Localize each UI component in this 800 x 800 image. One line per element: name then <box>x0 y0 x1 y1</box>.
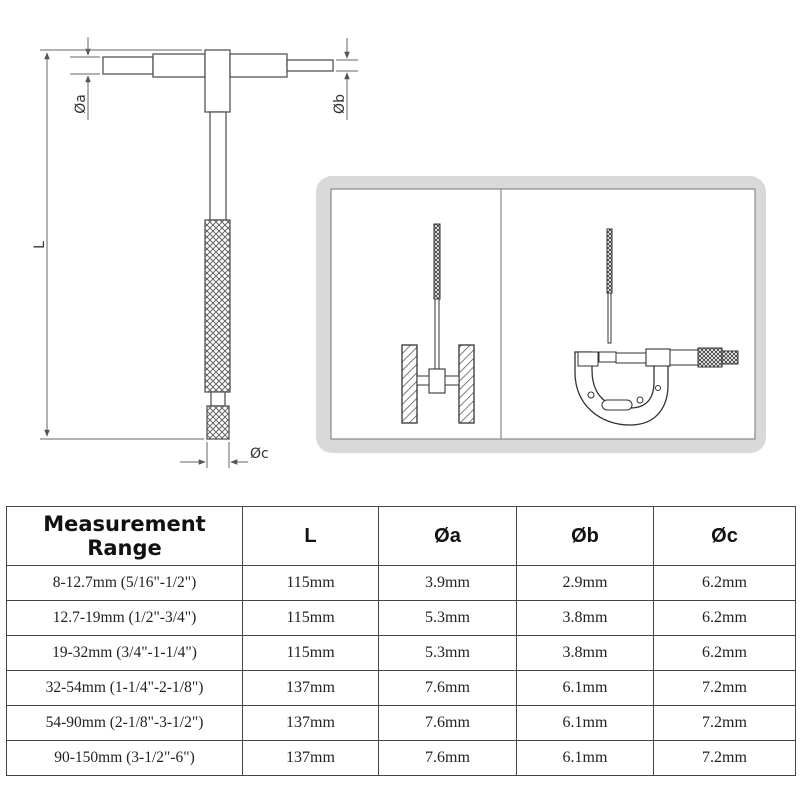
gauge-lock-cap <box>207 406 229 439</box>
table-row <box>7 601 796 636</box>
dimension-a <box>70 37 100 120</box>
gauge-technical-drawing <box>103 50 333 439</box>
cell-range: 90-150mm (3-1/2"-6") <box>7 741 243 776</box>
header-c: Øc <box>654 507 796 566</box>
cell-L: 115mm <box>243 601 379 636</box>
gauge-neck <box>211 392 225 406</box>
table-row <box>7 671 796 706</box>
header-L: L <box>243 507 379 566</box>
cell-a: 7.6mm <box>379 671 517 706</box>
table-row <box>7 741 796 776</box>
cell-L: 137mm <box>243 706 379 741</box>
cell-b: 3.8mm <box>517 636 654 671</box>
cell-range: 8-12.7mm (5/16"-1/2") <box>7 566 243 601</box>
gauge-head-left-plunger <box>103 57 153 74</box>
dimension-b <box>332 38 358 120</box>
dimension-a-label: Øa <box>73 94 89 114</box>
cell-L: 137mm <box>243 741 379 776</box>
dimension-L-label: L <box>32 241 48 249</box>
dimension-b-label: Øb <box>332 94 348 114</box>
table-header-row <box>7 507 796 566</box>
cell-c: 7.2mm <box>654 741 796 776</box>
cell-b: 2.9mm <box>517 566 654 601</box>
specification-table <box>6 506 796 776</box>
table-row <box>7 566 796 601</box>
header-a: Øa <box>379 507 517 566</box>
gauge-head-right-plunger <box>287 60 333 71</box>
gauge-head-left-sleeve <box>153 54 205 77</box>
cell-b: 6.1mm <box>517 671 654 706</box>
header-measurement-range: Measurement Range <box>7 507 243 566</box>
dimension-c-label: Øc <box>250 446 269 462</box>
cell-L: 137mm <box>243 671 379 706</box>
cell-L: 115mm <box>243 566 379 601</box>
gauge-knurled-handle <box>205 220 230 392</box>
cell-c: 6.2mm <box>654 566 796 601</box>
cell-range: 32-54mm (1-1/4"-2-1/8") <box>7 671 243 706</box>
gauge-head-right-sleeve <box>230 54 287 77</box>
cell-c: 7.2mm <box>654 671 796 706</box>
cell-a: 3.9mm <box>379 566 517 601</box>
cell-b: 6.1mm <box>517 741 654 776</box>
cell-L: 115mm <box>243 636 379 671</box>
dimension-c <box>180 442 269 468</box>
usage-illustration-panel <box>316 176 766 453</box>
cell-a: 5.3mm <box>379 601 517 636</box>
cell-b: 6.1mm <box>517 706 654 741</box>
cell-c: 6.2mm <box>654 601 796 636</box>
cell-a: 5.3mm <box>379 636 517 671</box>
dimension-L <box>32 50 204 439</box>
cell-c: 6.2mm <box>654 636 796 671</box>
cell-a: 7.6mm <box>379 706 517 741</box>
cell-c: 7.2mm <box>654 706 796 741</box>
cell-b: 3.8mm <box>517 601 654 636</box>
table-row <box>7 636 796 671</box>
gauge-head-body <box>205 50 230 112</box>
gauge-shaft <box>210 112 226 220</box>
header-b: Øb <box>517 507 654 566</box>
cell-range: 54-90mm (2-1/8"-3-1/2") <box>7 706 243 741</box>
cell-range: 12.7-19mm (1/2"-3/4") <box>7 601 243 636</box>
cell-range: 19-32mm (3/4"-1-1/4") <box>7 636 243 671</box>
table-row <box>7 706 796 741</box>
cell-a: 7.6mm <box>379 741 517 776</box>
